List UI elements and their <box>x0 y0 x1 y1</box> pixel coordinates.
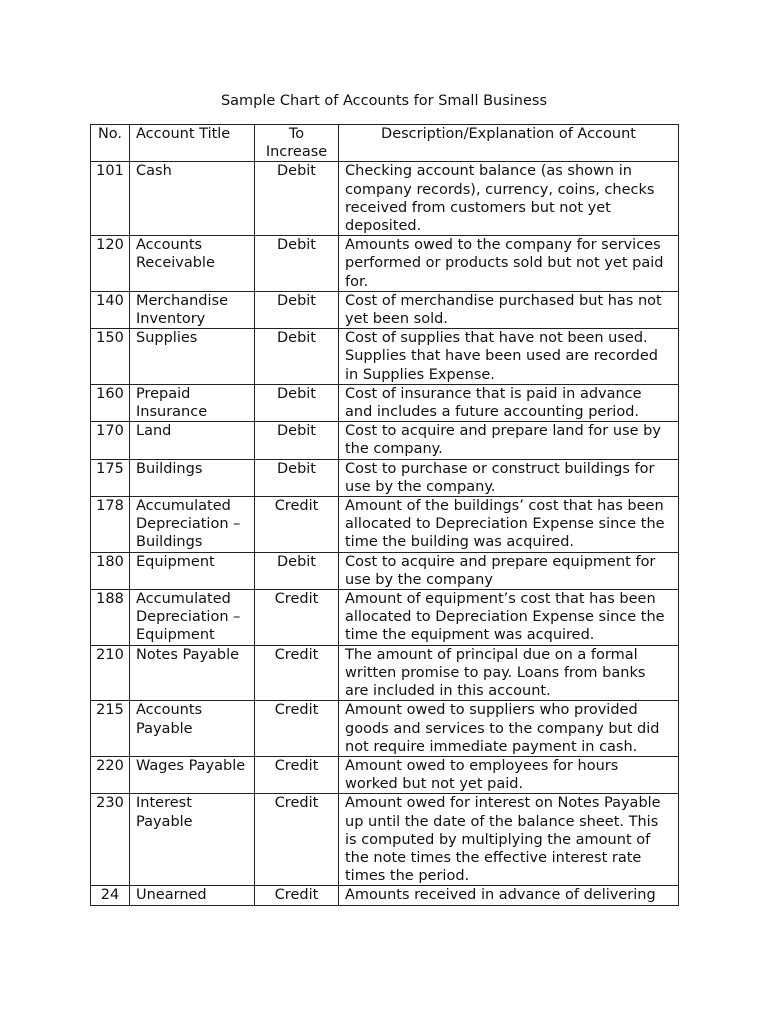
table-row <box>91 384 679 421</box>
account-description: Cost to acquire and prepare land for use by the company. <box>339 422 679 459</box>
account-number: 178 <box>91 497 130 553</box>
account-number: 170 <box>91 422 130 459</box>
document-title: Sample Chart of Accounts for Small Business <box>220 93 548 109</box>
account-description: Cost of merchandise purchased but has not yet been sold. <box>339 291 679 328</box>
account-title: Buildings <box>130 459 255 496</box>
increase-side: Debit <box>255 162 339 236</box>
account-number: 160 <box>91 384 130 421</box>
account-title: Unearned <box>130 886 255 905</box>
increase-side: Debit <box>255 384 339 421</box>
increase-side: Debit <box>255 329 339 385</box>
account-title: Accounts Receivable <box>130 236 255 292</box>
table-row <box>91 886 679 905</box>
account-description: Amounts owed to the company for services performed or products sold but not yet paid for. <box>339 236 679 292</box>
account-description: The amount of principal due on a formal written promise to pay. Loans from banks are included in this account. <box>339 645 679 701</box>
header-description: Description/Explanation of Account <box>339 125 679 162</box>
table-row <box>91 756 679 793</box>
account-number: 120 <box>91 236 130 292</box>
account-number: 24 <box>91 886 130 905</box>
table-row <box>91 701 679 757</box>
header-account-title: Account Title <box>130 125 255 162</box>
account-number: 150 <box>91 329 130 385</box>
table-row <box>91 497 679 553</box>
table-row <box>91 236 679 292</box>
account-description: Amount of the buildings’ cost that has been allocated to Depreciation Expense since the time the building was acquired. <box>339 497 679 553</box>
table-row <box>91 422 679 459</box>
account-description: Amounts received in advance of delivering <box>339 886 679 905</box>
account-title: Wages Payable <box>130 756 255 793</box>
increase-side: Debit <box>255 552 339 589</box>
account-description: Checking account balance (as shown in company records), currency, coins, checks received from customers but not yet deposited. <box>339 162 679 236</box>
chart-of-accounts-table <box>90 124 679 906</box>
account-title: Accounts Payable <box>130 701 255 757</box>
account-description: Cost of insurance that is paid in advance and includes a future accounting period. <box>339 384 679 421</box>
increase-side: Credit <box>255 497 339 553</box>
increase-side: Credit <box>255 590 339 646</box>
account-number: 215 <box>91 701 130 757</box>
account-description: Amount owed to employees for hours worked but not yet paid. <box>339 756 679 793</box>
table-row <box>91 291 679 328</box>
table-row <box>91 794 679 886</box>
account-description: Cost to purchase or construct buildings for use by the company. <box>339 459 679 496</box>
account-number: 188 <box>91 590 130 646</box>
account-title: Equipment <box>130 552 255 589</box>
account-number: 210 <box>91 645 130 701</box>
account-title: Prepaid Insurance <box>130 384 255 421</box>
account-title: Land <box>130 422 255 459</box>
increase-side: Credit <box>255 645 339 701</box>
account-title: Accumulated Depreciation – Equipment <box>130 590 255 646</box>
header-to-increase: To Increase <box>255 125 339 162</box>
increase-side: Debit <box>255 422 339 459</box>
account-number: 101 <box>91 162 130 236</box>
account-description: Amount owed for interest on Notes Payable up until the date of the balance sheet. This is computed by multiplying the amount of the note times the effective interest rate times the period. <box>339 794 679 886</box>
table-row <box>91 590 679 646</box>
table-row <box>91 552 679 589</box>
increase-side: Credit <box>255 886 339 905</box>
account-number: 175 <box>91 459 130 496</box>
account-description: Amount of equipment’s cost that has been allocated to Depreciation Expense since the time the equipment was acquired. <box>339 590 679 646</box>
increase-side: Credit <box>255 756 339 793</box>
table-row <box>91 459 679 496</box>
account-description: Cost to acquire and prepare equipment for use by the company <box>339 552 679 589</box>
account-title: Notes Payable <box>130 645 255 701</box>
account-number: 140 <box>91 291 130 328</box>
account-title: Interest Payable <box>130 794 255 886</box>
increase-side: Debit <box>255 459 339 496</box>
account-title: Cash <box>130 162 255 236</box>
account-title: Accumulated Depreciation – Buildings <box>130 497 255 553</box>
account-title: Merchandise Inventory <box>130 291 255 328</box>
increase-side: Debit <box>255 291 339 328</box>
table-row <box>91 329 679 385</box>
table-row <box>91 645 679 701</box>
account-number: 220 <box>91 756 130 793</box>
account-description: Amount owed to suppliers who provided goods and services to the company but did not require immediate payment in cash. <box>339 701 679 757</box>
account-number: 230 <box>91 794 130 886</box>
table-row <box>91 162 679 236</box>
account-description: Cost of supplies that have not been used. Supplies that have been used are recorded in Supplies Expense. <box>339 329 679 385</box>
header-no: No. <box>91 125 130 162</box>
account-number: 180 <box>91 552 130 589</box>
increase-side: Credit <box>255 794 339 886</box>
increase-side: Credit <box>255 701 339 757</box>
increase-side: Debit <box>255 236 339 292</box>
account-title: Supplies <box>130 329 255 385</box>
table-header-row <box>91 125 679 162</box>
